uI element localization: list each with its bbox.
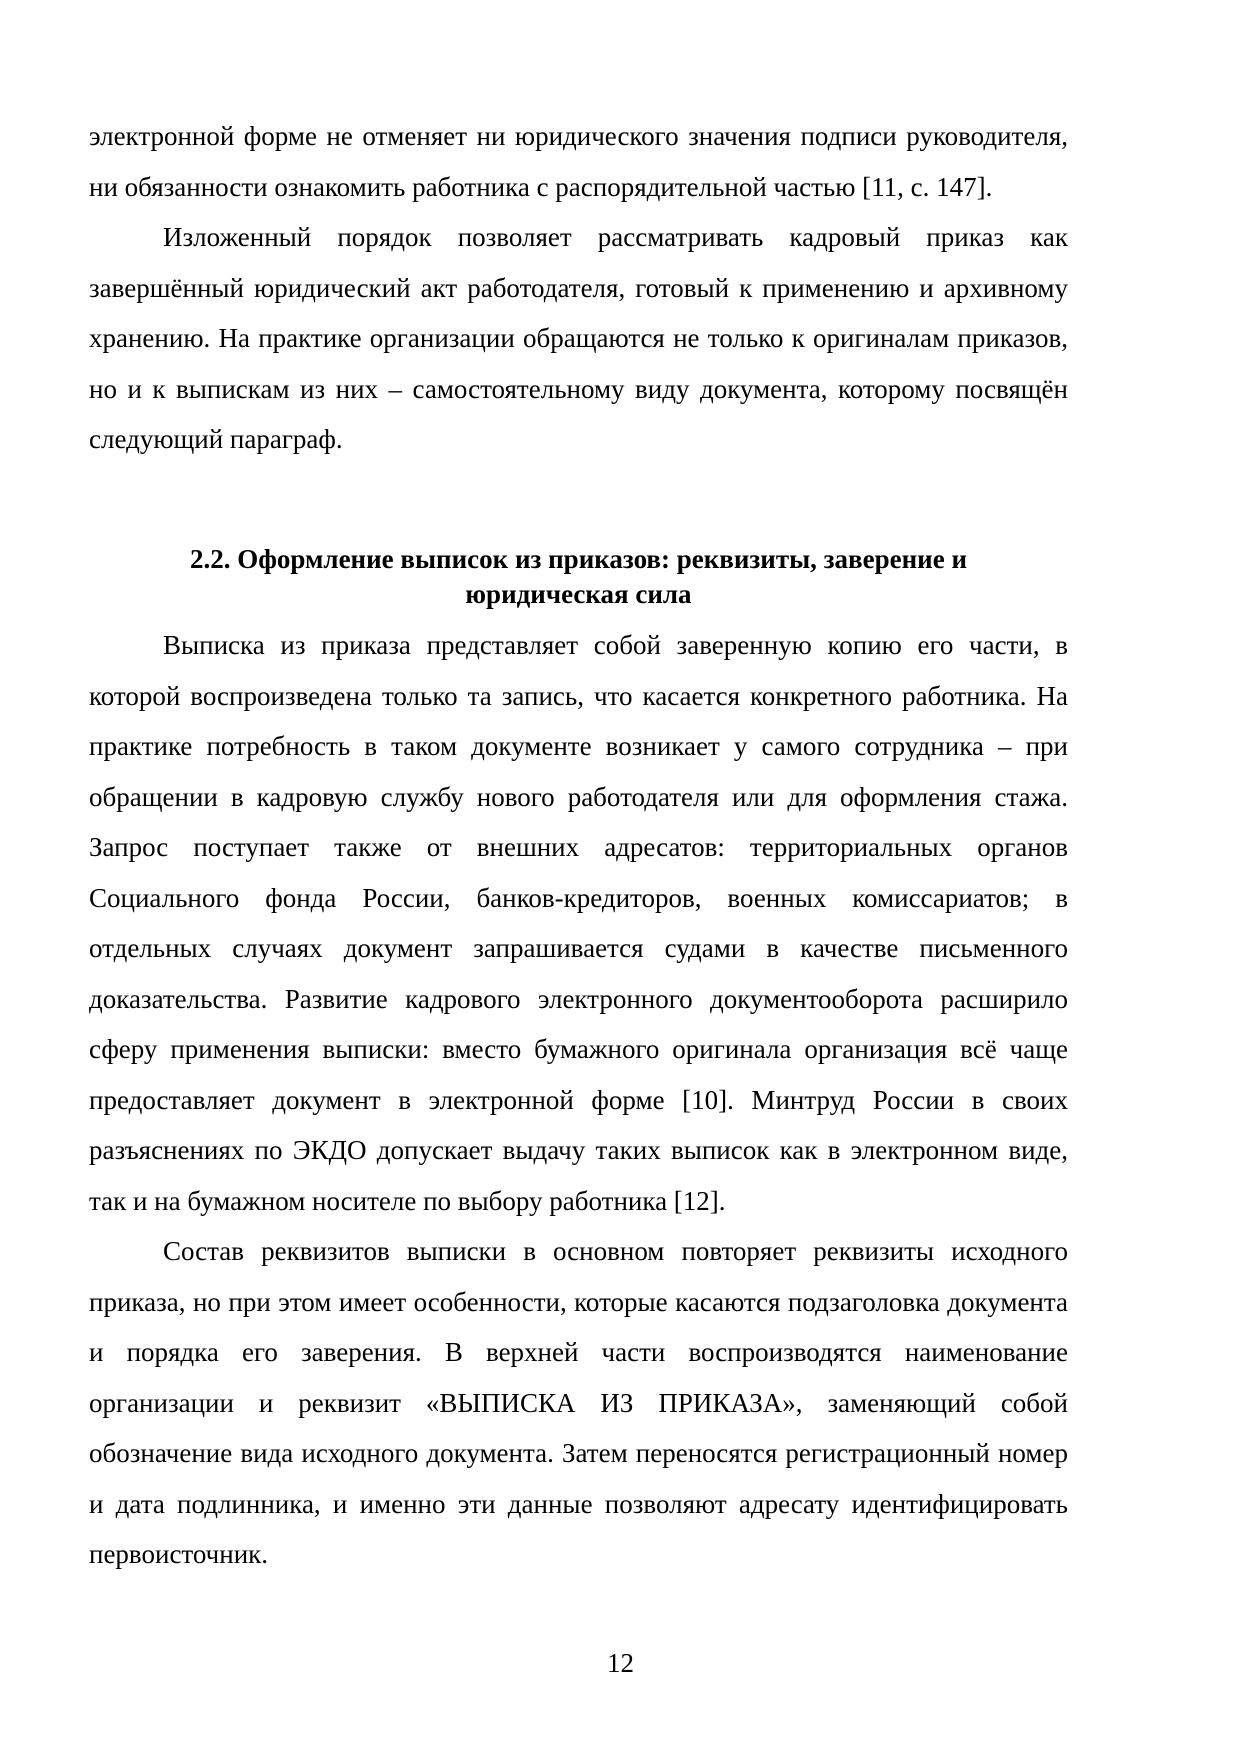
text-block-top bbox=[89, 111, 1068, 465]
section-heading-line-2: юридическая сила bbox=[465, 579, 692, 609]
paragraph-continuation: электронной форме не отменяет ни юридического значения подписи руководителя, ни обязанности ознакомить работника с распорядительной частью [11, с. 147]. bbox=[89, 121, 1068, 202]
paragraph-extract-definition: Выписка из приказа представляет собой заверенную копию его части, в которой воспроизведена только та запись, что касается конкретного работника. На практике потребность в таком документе возникает у самого сотрудника – при обращении в кадровую службу нового работодателя или для оформления стажа. Запрос поступает также от внешних адресатов: территориальных органов Социального фонда России, банков-кредиторов, военных комиссариатов; в отдельных случаях документ запрашивается судами в качестве письменного доказательства. Развитие кадрового электронного документооборота расширило сферу применения выписки: вместо бумажного оригинала организация всё чаще предоставляет документ в электронной форме [10]. Минтруд России в своих разъяснениях по ЭКДО допускает выдачу таких выписок как в электронном виде, так и на бумажном носителе по выбору работника [12]. bbox=[89, 630, 1068, 1216]
section-heading-line-1: 2.2. Оформление выписок из приказов: реквизиты, заверение и bbox=[189, 544, 967, 574]
paragraph-extract-requisites: Состав реквизитов выписки в основном повторяет реквизиты исходного приказа, но при этом имеет особенности, которые касаются подзаголовка документа и порядка его заверения. В верхней части воспроизводятся наименование организации и реквизит «ВЫПИСКА ИЗ ПРИКАЗА», заменяющий собой обозначение вида исходного документа. Затем переносятся регистрационный номер и дата подлинника, и именно эти данные позволяют адресату идентифицировать первоисточник. bbox=[89, 1236, 1068, 1569]
page-number: 12 bbox=[607, 1648, 634, 1678]
text-block-bottom bbox=[89, 620, 1068, 1580]
section-heading bbox=[89, 542, 1068, 612]
paragraph-procedure-summary: Изложенный порядок позволяет рассматривать кадровый приказ как завершённый юридический акт работодателя, готовый к применению и архивному хранению. На практике организации обращаются не только к оригиналам приказов, но и к выпискам из них – самостоятельному виду документа, которому посвящён следующий параграф. bbox=[89, 222, 1068, 454]
